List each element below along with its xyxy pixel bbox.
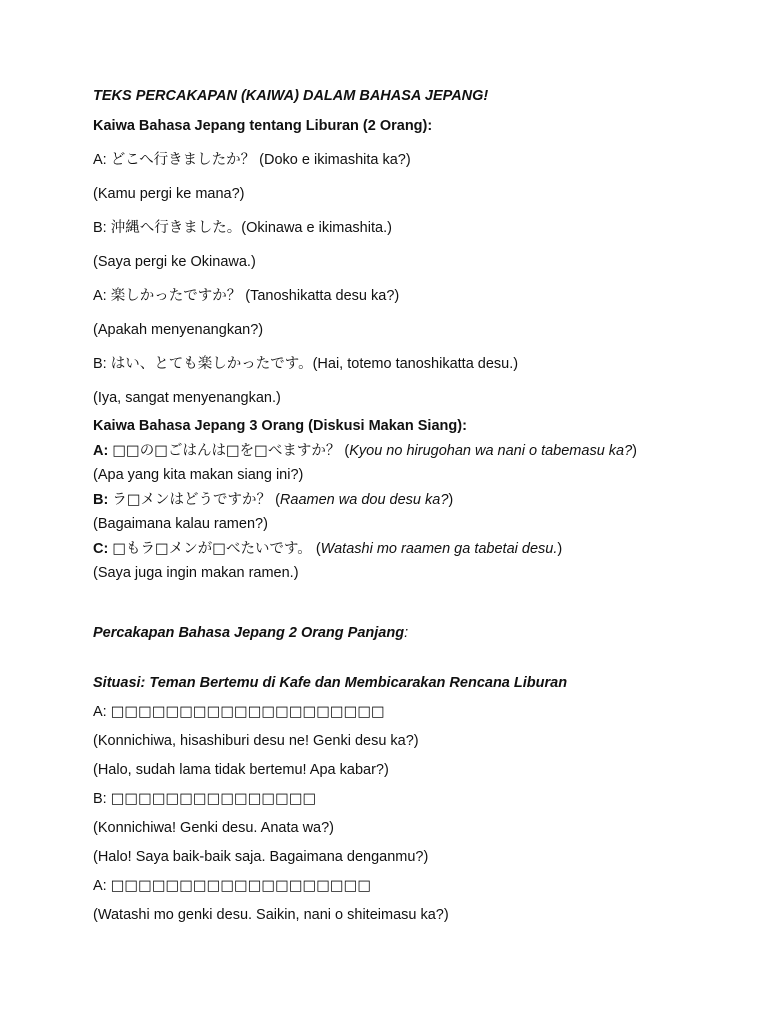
japanese-text: 楽しかったですか？: [110, 288, 242, 304]
romaji-text: Kyou no hirugohan wa nani o tabemasu ka?: [349, 443, 633, 459]
dialogue-line: [93, 877, 371, 895]
speaker-label: B:: [93, 220, 111, 236]
japanese-text: □□□□□□□□□□□□□□□: [110, 791, 317, 807]
section3-heading-text: Percakapan Bahasa Jepang 2 Orang Panjang: [93, 625, 405, 641]
japanese-text: どこへ行きましたか？: [110, 152, 256, 168]
dialogue-line: [93, 219, 392, 237]
close-paren: ): [557, 541, 563, 557]
romaji-text: (Okinawa e ikimashita.): [241, 220, 392, 236]
speaker-label: A:: [93, 878, 111, 894]
speaker-label: A:: [93, 443, 109, 459]
dialogue-line: [93, 442, 637, 460]
speaker-label: B:: [93, 492, 109, 508]
romaji-text: Raamen wa dou desu ka?: [279, 492, 449, 508]
translation-line: (Apakah menyenangkan?): [93, 322, 264, 338]
situation-heading: Situasi: Teman Bertemu di Kafe dan Membicarakan Rencana Liburan: [93, 675, 568, 691]
romaji-text: (Tanoshikatta desu ka?): [241, 288, 400, 304]
dialogue-line: [93, 355, 518, 373]
romaji-line: (Watashi mo genki desu. Saikin, nani o shiteimasu ka?): [93, 907, 449, 923]
translation-line: (Halo, sudah lama tidak bertemu! Apa kabar?): [93, 762, 389, 778]
japanese-text: □□□□□□□□□□□□□□□□□□□: [110, 878, 372, 894]
japanese-text: □□の□ごはんは□を□べますか？: [112, 443, 341, 459]
romaji-line: (Konnichiwa, hisashiburi desu ne! Genki desu ka?): [93, 733, 419, 749]
close-paren: ): [448, 492, 454, 508]
open-paren: (: [275, 492, 280, 508]
dialogue-line: [93, 491, 453, 509]
speaker-label: A:: [93, 152, 111, 168]
translation-line: (Saya juga ingin makan ramen.): [93, 565, 299, 581]
close-paren: ): [632, 443, 638, 459]
romaji-line: (Konnichiwa! Genki desu. Anata wa?): [93, 820, 334, 836]
japanese-text: □もラ□メンが□べたいです。: [112, 541, 312, 557]
translation-line: (Apa yang kita makan siang ini?): [93, 467, 304, 483]
translation-line: (Saya pergi ke Okinawa.): [93, 254, 256, 270]
speaker-label: C:: [93, 541, 109, 557]
section1-heading: Kaiwa Bahasa Jepang tentang Liburan (2 Orang):: [93, 118, 433, 134]
section3-heading: [93, 624, 408, 642]
romaji-text: Watashi mo raamen ga tabetai desu.: [320, 541, 558, 557]
open-paren: (: [315, 541, 321, 557]
romaji-text: (Doko e ikimashita ka?): [255, 152, 411, 168]
translation-line: (Iya, sangat menyenangkan.): [93, 390, 281, 406]
japanese-text: □□□□□□□□□□□□□□□□□□□□: [110, 704, 385, 720]
dialogue-line: [93, 790, 316, 808]
translation-line: (Bagaimana kalau ramen?): [93, 516, 268, 532]
translation-line: (Halo! Saya baik-baik saja. Bagaimana denganmu?): [93, 849, 429, 865]
translation-line: (Kamu pergi ke mana?): [93, 186, 245, 202]
dialogue-line: [93, 151, 411, 169]
japanese-text: 沖縄へ行きました。: [110, 220, 242, 236]
japanese-text: ラ□メンはどうですか？: [112, 492, 272, 508]
open-paren: (: [344, 443, 350, 459]
romaji-text: (Hai, totemo tanoshikatta desu.): [312, 356, 519, 372]
section3-heading-colon: :: [404, 625, 409, 641]
document-title: TEKS PERCAKAPAN (KAIWA) DALAM BAHASA JEPANG!: [93, 88, 489, 104]
dialogue-line: [93, 703, 385, 721]
section2-heading: Kaiwa Bahasa Jepang 3 Orang (Diskusi Makan Siang):: [93, 418, 467, 434]
speaker-label: A:: [93, 288, 111, 304]
dialogue-line: [93, 287, 399, 305]
speaker-label: B:: [93, 356, 111, 372]
speaker-label: A:: [93, 704, 111, 720]
speaker-label: B:: [93, 791, 111, 807]
dialogue-line: [93, 540, 562, 558]
japanese-text: はい、とても楽しかったです。: [110, 356, 313, 372]
